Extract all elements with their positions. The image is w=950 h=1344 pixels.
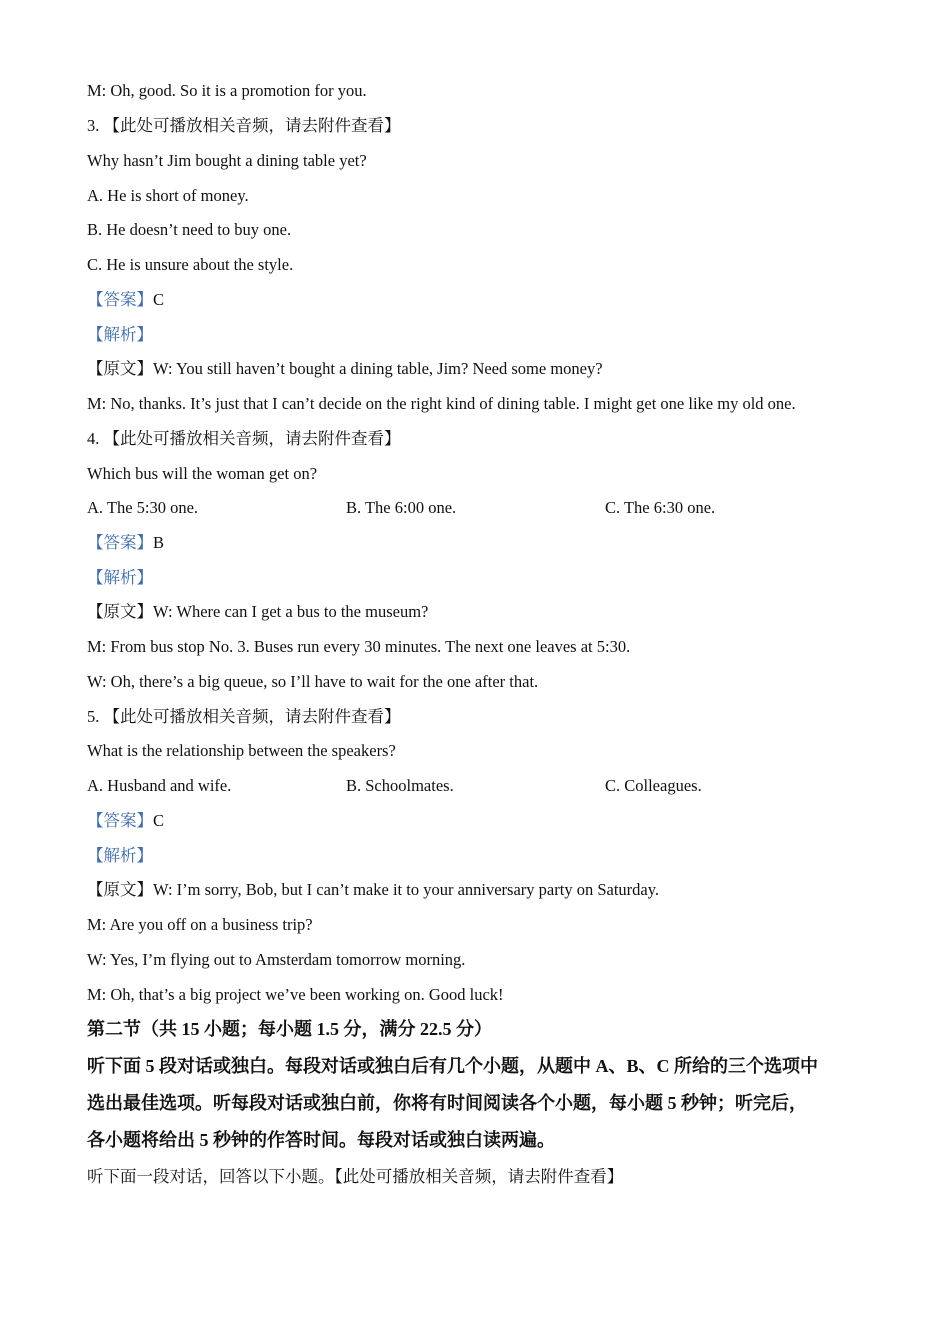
question-5-analysis-tag: 【解析】	[87, 846, 153, 865]
source-text: W: Where can I get a bus to the museum?	[153, 602, 429, 621]
section-2-instruction-1: 听下面 5 段对话或独白。每段对话或独白后有几个小题，从题中 A、B、C 所给的三个选项中	[87, 1056, 818, 1076]
question-5-source-2: M: Are you off on a business trip?	[87, 915, 313, 934]
question-3-option-a: A. He is short of money.	[87, 186, 249, 205]
source-tag: 【原文】	[87, 359, 153, 378]
question-4-option-b: B. The 6:00 one.	[346, 498, 457, 517]
answer-value: C	[153, 811, 165, 830]
question-4-analysis-tag: 【解析】	[87, 568, 153, 587]
section-2-title: 第二节（共 15 小题；每小题 1.5 分，满分 22.5 分）	[87, 1019, 492, 1039]
answer-tag: 【答案】	[87, 290, 153, 309]
question-3-source-2: M: No, thanks. It’s just that I can’t decide on the right kind of dining table. I might get one like my old one.	[87, 394, 796, 413]
question-4-text: Which bus will the woman get on?	[87, 464, 318, 483]
question-5-options	[87, 775, 867, 797]
question-5-option-c: C. Colleagues.	[605, 776, 702, 795]
question-5-answer	[87, 810, 164, 832]
question-3-title: 3. 【此处可播放相关音频，请去附件查看】	[87, 116, 401, 135]
question-4-option-a: A. The 5:30 one.	[87, 498, 199, 517]
source-text: W: You still haven’t bought a dining table, Jim? Need some money?	[153, 359, 603, 378]
answer-tag: 【答案】	[87, 811, 153, 830]
question-5-source-3: W: Yes, I’m flying out to Amsterdam tomorrow morning.	[87, 950, 466, 969]
question-4-option-c: C. The 6:30 one.	[605, 498, 716, 517]
question-5-option-b: B. Schoolmates.	[346, 776, 454, 795]
question-4-answer	[87, 532, 164, 554]
question-5-source-1	[87, 879, 659, 901]
section-2-instruction-3: 各小题将给出 5 秒钟的作答时间。每段对话或独白读两遍。	[87, 1130, 555, 1150]
source-text: W: I’m sorry, Bob, but I can’t make it to your anniversary party on Saturday.	[153, 880, 660, 899]
question-4-title: 4. 【此处可播放相关音频，请去附件查看】	[87, 429, 401, 448]
question-3-text: Why hasn’t Jim bought a dining table yet?	[87, 151, 367, 170]
question-5-option-a: A. Husband and wife.	[87, 776, 232, 795]
question-3-source-1	[87, 358, 603, 380]
source-tag: 【原文】	[87, 602, 153, 621]
answer-value: C	[153, 290, 165, 309]
answer-tag: 【答案】	[87, 533, 153, 552]
question-3-answer	[87, 289, 164, 311]
source-tag: 【原文】	[87, 880, 153, 899]
question-5-title: 5. 【此处可播放相关音频，请去附件查看】	[87, 707, 401, 726]
question-4-source-3: W: Oh, there’s a big queue, so I’ll have to wait for the one after that.	[87, 672, 539, 691]
question-4-source-2: M: From bus stop No. 3. Buses run every 30 minutes. The next one leaves at 5:30.	[87, 637, 631, 656]
question-5-source-4: M: Oh, that’s a big project we’ve been working on. Good luck!	[87, 985, 504, 1004]
question-3-analysis-tag: 【解析】	[87, 325, 153, 344]
question-3-option-b: B. He doesn’t need to buy one.	[87, 220, 292, 239]
question-3-option-c: C. He is unsure about the style.	[87, 255, 294, 274]
answer-value: B	[153, 533, 165, 552]
dialogue-line: M: Oh, good. So it is a promotion for you.	[87, 81, 367, 100]
section-2-first-prompt: 听下面一段对话，回答以下小题。【此处可播放相关音频，请去附件查看】	[87, 1167, 624, 1186]
question-5-text: What is the relationship between the speakers?	[87, 741, 396, 760]
section-2-instruction-2: 选出最佳选项。听每段对话或独白前，你将有时间阅读各个小题，每小题 5 秒钟；听完后，	[87, 1093, 807, 1113]
question-4-source-1	[87, 601, 428, 623]
question-4-options	[87, 497, 867, 519]
